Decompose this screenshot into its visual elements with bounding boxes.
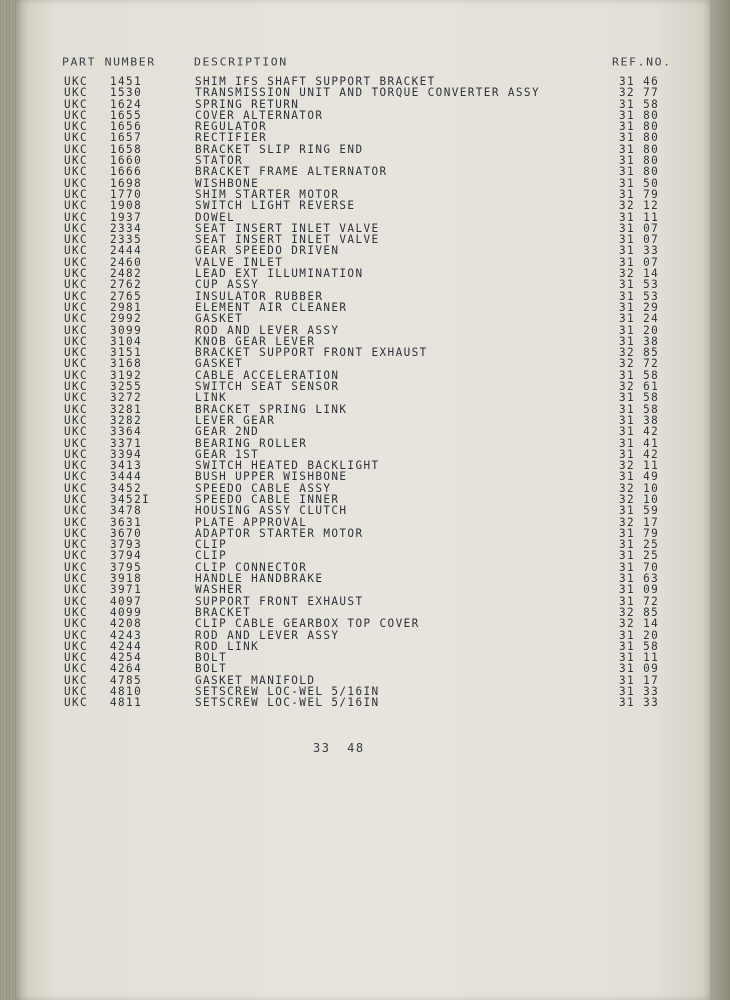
- part-description: BRACKET: [195, 605, 252, 620]
- part-description: RECTIFIER: [195, 131, 268, 145]
- part-number: 3452: [110, 481, 143, 496]
- part-description: SUPPORT FRONT EXHAUST: [195, 594, 364, 608]
- part-description: REGULATOR: [195, 119, 268, 134]
- ref-number: 31 25: [619, 537, 660, 552]
- part-description: ELEMENT AIR CLEANER: [195, 300, 348, 315]
- part-number: 2765: [110, 289, 143, 303]
- ref-number: 31 70: [619, 560, 660, 575]
- part-number: 4264: [110, 662, 143, 676]
- ref-number: 31 29: [619, 300, 660, 315]
- part-number: 1658: [110, 142, 143, 157]
- part-number: 3104: [110, 334, 143, 349]
- ref-number: 31 58: [619, 402, 660, 416]
- ref-number: 32 14: [619, 616, 660, 631]
- part-number: 1655: [110, 108, 143, 123]
- part-description: CUP ASSY: [195, 278, 260, 292]
- part-description: SWITCH HEATED BACKLIGHT: [195, 458, 380, 473]
- part-number: 4099: [110, 605, 143, 620]
- part-number: 3413: [110, 458, 143, 473]
- ref-number: 32 61: [619, 379, 660, 394]
- ref-number: 31 79: [619, 187, 660, 202]
- part-prefix: UKC: [64, 650, 89, 665]
- part-prefix: UKC: [64, 379, 89, 394]
- part-prefix: UKC: [64, 255, 89, 270]
- part-number: 3795: [110, 560, 143, 575]
- part-prefix: UKC: [64, 85, 89, 100]
- part-prefix: UKC: [64, 616, 89, 631]
- part-description: LINK: [195, 390, 228, 405]
- ref-number: 32 17: [619, 515, 660, 529]
- ref-number: 32 10: [619, 481, 660, 496]
- ref-number: 31 80: [619, 142, 660, 157]
- part-description: BRACKET SLIP RING END: [195, 142, 364, 157]
- part-prefix: UKC: [64, 436, 89, 450]
- part-number: 2482: [110, 266, 143, 281]
- part-description: STATOR: [195, 153, 244, 168]
- ref-number: 31 42: [619, 424, 660, 439]
- ref-number: 31 38: [619, 413, 660, 428]
- part-description: BRACKET SUPPORT FRONT EXHAUST: [195, 345, 428, 360]
- part-prefix: UKC: [64, 662, 89, 676]
- ref-number: 31 25: [619, 549, 660, 563]
- part-description: GEAR SPEEDO DRIVEN: [195, 244, 340, 258]
- part-prefix: UKC: [64, 571, 89, 586]
- part-prefix: UKC: [64, 221, 89, 236]
- part-prefix: UKC: [64, 447, 89, 462]
- part-prefix: UKC: [64, 402, 89, 416]
- part-number: 1624: [110, 97, 143, 111]
- part-number: 3282: [110, 413, 143, 428]
- part-prefix: UKC: [64, 232, 89, 247]
- part-description: SPEEDO CABLE INNER: [195, 492, 340, 507]
- part-description: BOLT: [195, 650, 228, 665]
- part-prefix: UKC: [64, 176, 89, 190]
- ref-number: 31 53: [619, 289, 660, 303]
- part-prefix: UKC: [64, 368, 89, 383]
- part-number: 3281: [110, 402, 143, 416]
- ref-number: 31 33: [619, 696, 660, 710]
- part-number: 3151: [110, 345, 143, 360]
- part-prefix: UKC: [64, 673, 89, 688]
- part-description: SETSCREW LOC-WEL 5/16IN: [195, 696, 380, 710]
- part-description: BRACKET FRAME ALTERNATOR: [195, 165, 388, 179]
- ref-number: 31 33: [619, 244, 660, 258]
- part-number: 1698: [110, 176, 143, 190]
- ref-number: 32 11: [619, 458, 660, 473]
- part-number: 3918: [110, 571, 143, 586]
- part-number: 1937: [110, 210, 143, 224]
- ref-number: 31 33: [619, 684, 660, 699]
- part-description: BEARING ROLLER: [195, 436, 308, 450]
- part-number: 1530: [110, 85, 143, 100]
- ref-number: 32 85: [619, 345, 660, 360]
- ref-number: 31 80: [619, 119, 660, 134]
- ref-number: 31 41: [619, 436, 660, 450]
- part-prefix: UKC: [64, 696, 89, 710]
- part-prefix: UKC: [64, 266, 89, 281]
- part-prefix: UKC: [64, 503, 89, 518]
- table-row: [0, 697, 730, 708]
- header-part-number: PART NUMBER: [62, 55, 156, 69]
- part-prefix: UKC: [64, 345, 89, 360]
- part-number: 1657: [110, 131, 143, 145]
- part-number: 3631: [110, 515, 143, 529]
- part-prefix: UKC: [64, 289, 89, 303]
- part-description: GASKET: [195, 311, 244, 326]
- part-number: 4785: [110, 673, 143, 688]
- part-description: SPEEDO CABLE ASSY: [195, 481, 332, 496]
- part-prefix: UKC: [64, 390, 89, 405]
- part-number: 4811: [110, 696, 143, 710]
- part-prefix: UKC: [64, 605, 89, 620]
- header-ref-no: REF.NO.: [612, 55, 672, 69]
- ref-number: 31 07: [619, 255, 660, 270]
- part-description: GEAR 2ND: [195, 424, 260, 439]
- part-number: 3364: [110, 424, 143, 439]
- ref-number: 31 80: [619, 108, 660, 123]
- part-prefix: UKC: [64, 470, 89, 484]
- part-description: LEAD EXT ILLUMINATION: [195, 266, 364, 281]
- part-number: 2762: [110, 278, 143, 292]
- part-description: GEAR 1ST: [195, 447, 260, 462]
- part-number: 3444: [110, 470, 143, 484]
- ref-number: 31 17: [619, 673, 660, 688]
- ref-number: 31 09: [619, 583, 660, 597]
- ref-number: 32 85: [619, 605, 660, 620]
- ref-number: 31 09: [619, 662, 660, 676]
- ref-number: 31 24: [619, 311, 660, 326]
- part-description: ROD LINK: [195, 639, 260, 654]
- ref-number: 31 80: [619, 153, 660, 168]
- part-prefix: UKC: [64, 583, 89, 597]
- part-description: WASHER: [195, 583, 244, 597]
- part-number: 3272: [110, 390, 143, 405]
- part-number: 1656: [110, 119, 143, 134]
- part-prefix: UKC: [64, 210, 89, 224]
- part-description: CLIP: [195, 537, 228, 552]
- ref-number: 31 79: [619, 526, 660, 541]
- parts-list: [0, 76, 730, 709]
- part-description: SPRING RETURN: [195, 97, 300, 111]
- part-prefix: UKC: [64, 142, 89, 157]
- part-number: 2335: [110, 232, 143, 247]
- part-prefix: UKC: [64, 639, 89, 654]
- part-prefix: UKC: [64, 311, 89, 326]
- part-description: CABLE ACCELERATION: [195, 368, 340, 383]
- part-prefix: UKC: [64, 537, 89, 552]
- part-prefix: UKC: [64, 628, 89, 642]
- part-description: VALVE INLET: [195, 255, 284, 270]
- part-prefix: UKC: [64, 684, 89, 699]
- ref-number: 31 59: [619, 503, 660, 518]
- part-description: INSULATOR RUBBER: [195, 289, 324, 303]
- part-description: SWITCH SEAT SENSOR: [195, 379, 340, 394]
- part-number: 3793: [110, 537, 143, 552]
- part-number: 2981: [110, 300, 143, 315]
- ref-number: 32 14: [619, 266, 660, 281]
- part-description: SHIM IFS SHAFT SUPPORT BRACKET: [195, 74, 436, 89]
- part-description: CLIP CONNECTOR: [195, 560, 308, 575]
- part-prefix: UKC: [64, 560, 89, 575]
- part-prefix: UKC: [64, 244, 89, 258]
- part-number: 3394: [110, 447, 143, 462]
- part-prefix: UKC: [64, 165, 89, 179]
- ref-number: 31 46: [619, 74, 660, 89]
- ref-number: 31 20: [619, 323, 660, 337]
- part-number: 3971: [110, 583, 143, 597]
- part-description: CLIP CABLE GEARBOX TOP COVER: [195, 616, 420, 631]
- ref-number: 32 12: [619, 198, 660, 213]
- part-number: 2992: [110, 311, 143, 326]
- part-description: CLIP: [195, 549, 228, 563]
- part-number: 3192: [110, 368, 143, 383]
- part-number: 3478: [110, 503, 143, 518]
- ref-number: 31 07: [619, 232, 660, 247]
- part-prefix: UKC: [64, 481, 89, 496]
- part-prefix: UKC: [64, 458, 89, 473]
- part-number: 1660: [110, 153, 143, 168]
- part-prefix: UKC: [64, 413, 89, 428]
- part-number: 1451: [110, 74, 143, 89]
- part-description: SWITCH LIGHT REVERSE: [195, 198, 356, 213]
- part-prefix: UKC: [64, 334, 89, 349]
- part-number: 3452I: [110, 492, 151, 507]
- part-number: 1908: [110, 198, 143, 213]
- part-number: 3255: [110, 379, 143, 394]
- part-prefix: UKC: [64, 526, 89, 541]
- part-description: HANDLE HANDBRAKE: [195, 571, 324, 586]
- ref-number: 31 58: [619, 368, 660, 383]
- part-description: SEAT INSERT INLET VALVE: [195, 232, 380, 247]
- ref-number: 31 11: [619, 210, 660, 224]
- part-description: KNOB GEAR LEVER: [195, 334, 316, 349]
- part-number: 4810: [110, 684, 143, 699]
- part-description: PLATE APPROVAL: [195, 515, 308, 529]
- part-prefix: UKC: [64, 131, 89, 145]
- ref-number: 32 72: [619, 357, 660, 371]
- part-description: ADAPTOR STARTER MOTOR: [195, 526, 364, 541]
- part-number: 2334: [110, 221, 143, 236]
- part-number: 3099: [110, 323, 143, 337]
- ref-number: 31 11: [619, 650, 660, 665]
- page-number: 33 48: [313, 741, 365, 755]
- part-number: 4208: [110, 616, 143, 631]
- ref-number: 32 10: [619, 492, 660, 507]
- part-prefix: UKC: [64, 198, 89, 213]
- part-number: 3371: [110, 436, 143, 450]
- part-number: 3670: [110, 526, 143, 541]
- part-prefix: UKC: [64, 153, 89, 168]
- part-prefix: UKC: [64, 323, 89, 337]
- part-prefix: UKC: [64, 549, 89, 563]
- part-number: 4243: [110, 628, 143, 642]
- part-description: GASKET MANIFOLD: [195, 673, 316, 688]
- part-description: ROD AND LEVER ASSY: [195, 323, 340, 337]
- part-number: 3794: [110, 549, 143, 563]
- ref-number: 31 58: [619, 97, 660, 111]
- part-description: DOWEL: [195, 210, 236, 224]
- part-description: BRACKET SPRING LINK: [195, 402, 348, 416]
- ref-number: 31 80: [619, 165, 660, 179]
- ref-number: 31 20: [619, 628, 660, 642]
- ref-number: 31 53: [619, 278, 660, 292]
- part-number: 1666: [110, 165, 143, 179]
- ref-number: 31 49: [619, 470, 660, 484]
- part-prefix: UKC: [64, 108, 89, 123]
- ref-number: 31 58: [619, 390, 660, 405]
- part-prefix: UKC: [64, 278, 89, 292]
- part-description: SEAT INSERT INLET VALVE: [195, 221, 380, 236]
- part-description: LEVER GEAR: [195, 413, 276, 428]
- part-number: 3168: [110, 357, 143, 371]
- ref-number: 31 72: [619, 594, 660, 608]
- part-description: HOUSING ASSY CLUTCH: [195, 503, 348, 518]
- part-prefix: UKC: [64, 74, 89, 89]
- ref-number: 31 58: [619, 639, 660, 654]
- part-description: COVER ALTERNATOR: [195, 108, 324, 123]
- part-description: BUSH UPPER WISHBONE: [195, 470, 348, 484]
- part-description: BOLT: [195, 662, 228, 676]
- part-prefix: UKC: [64, 492, 89, 507]
- part-description: TRANSMISSION UNIT AND TORQUE CONVERTER ASSY: [195, 85, 540, 100]
- part-prefix: UKC: [64, 119, 89, 134]
- part-number: 4097: [110, 594, 143, 608]
- ref-number: 31 38: [619, 334, 660, 349]
- part-prefix: UKC: [64, 594, 89, 608]
- part-description: SHIM STARTER MOTOR: [195, 187, 340, 202]
- part-prefix: UKC: [64, 424, 89, 439]
- ref-number: 31 63: [619, 571, 660, 586]
- part-description: WISHBONE: [195, 176, 260, 190]
- ref-number: 31 50: [619, 176, 660, 190]
- part-number: 2444: [110, 244, 143, 258]
- part-number: 1770: [110, 187, 143, 202]
- part-prefix: UKC: [64, 515, 89, 529]
- part-description: GASKET: [195, 357, 244, 371]
- part-number: 2460: [110, 255, 143, 270]
- part-prefix: UKC: [64, 300, 89, 315]
- part-number: 4254: [110, 650, 143, 665]
- part-description: ROD AND LEVER ASSY: [195, 628, 340, 642]
- header-description: DESCRIPTION: [194, 55, 288, 69]
- part-prefix: UKC: [64, 187, 89, 202]
- part-prefix: UKC: [64, 357, 89, 371]
- ref-number: 31 80: [619, 131, 660, 145]
- ref-number: 31 07: [619, 221, 660, 236]
- part-number: 4244: [110, 639, 143, 654]
- ref-number: 32 77: [619, 85, 660, 100]
- ref-number: 31 42: [619, 447, 660, 462]
- part-description: SETSCREW LOC-WEL 5/16IN: [195, 684, 380, 699]
- part-prefix: UKC: [64, 97, 89, 111]
